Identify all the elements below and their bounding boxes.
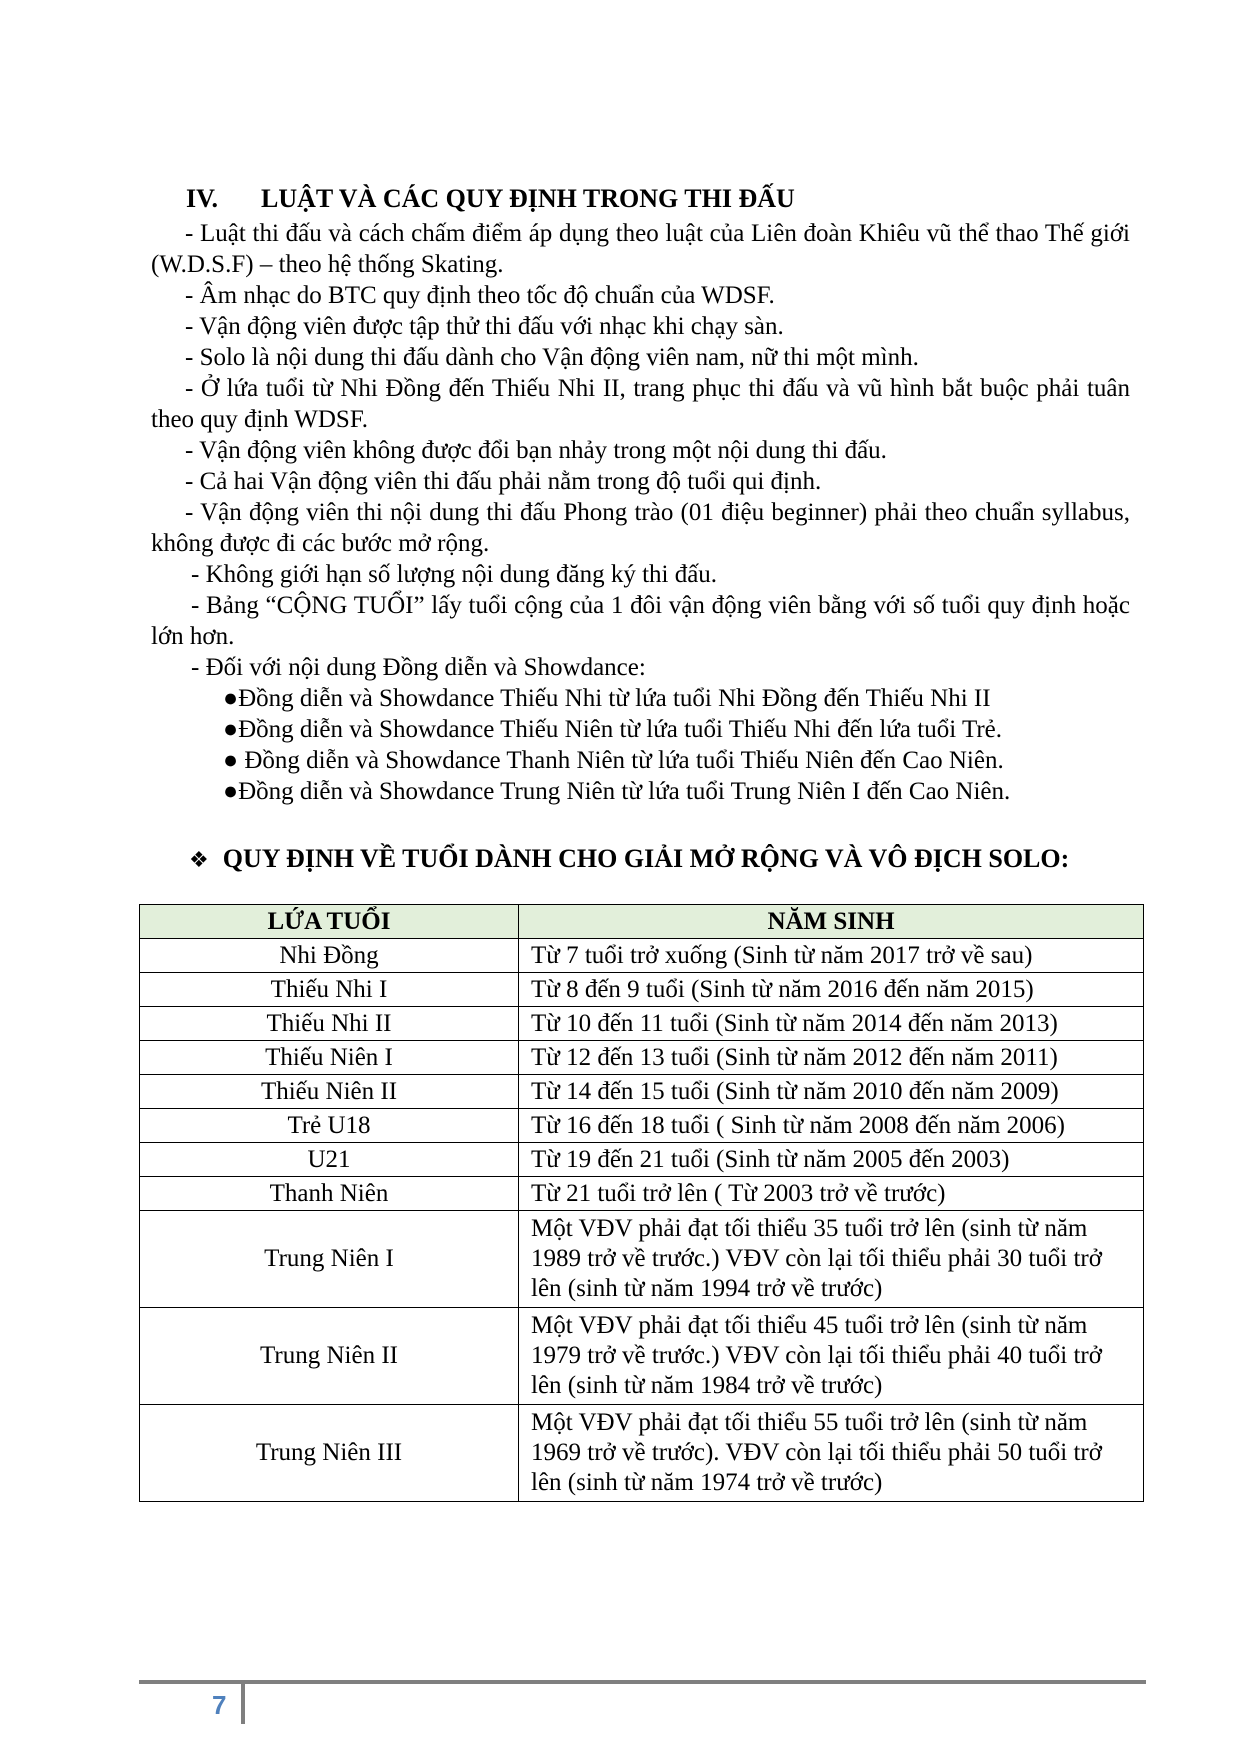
section-number: IV.: [186, 184, 219, 213]
birth-year-cell: Từ 16 đến 18 tuổi ( Sinh từ năm 2008 đến năm 2006): [519, 1109, 1144, 1143]
rule-paragraph: - Solo là nội dung thi đấu dành cho Vận động viên nam, nữ thi một mình.: [185, 344, 919, 371]
table-row: [140, 1075, 1144, 1109]
age-group-cell: Trung Niên II: [140, 1308, 519, 1405]
age-group-cell: Thiếu Nhi I: [140, 973, 519, 1007]
age-group-cell: Thiếu Niên II: [140, 1075, 519, 1109]
rule-paragraph: - Đối với nội dung Đồng diễn và Showdance:: [191, 654, 646, 681]
age-group-cell: Thiếu Nhi II: [140, 1007, 519, 1041]
birth-year-cell: Từ 8 đến 9 tuổi (Sinh từ năm 2016 đến năm 2015): [519, 973, 1144, 1007]
age-group-cell: Trung Niên III: [140, 1405, 519, 1502]
rule-paragraph: - Âm nhạc do BTC quy định theo tốc độ chuẩn của WDSF.: [185, 282, 775, 309]
age-group-cell: Nhi Đồng: [140, 939, 519, 973]
table-row: [140, 1211, 1144, 1308]
rule-paragraph: - Vận động viên không được đổi bạn nhảy trong một nội dung thi đấu.: [185, 437, 887, 464]
birth-year-cell: Từ 12 đến 13 tuổi (Sinh từ năm 2012 đến năm 2011): [519, 1041, 1144, 1075]
age-group-cell: Thanh Niên: [140, 1177, 519, 1211]
bullet-item: ●Đồng diễn và Showdance Trung Niên từ lứa tuổi Trung Niên I đến Cao Niên.: [223, 778, 1011, 805]
birth-year-cell: Một VĐV phải đạt tối thiểu 35 tuổi trở lên (sinh từ năm 1989 trở về trước.) VĐV còn lại tối thiểu phải 30 tuổi trở lên (sinh từ năm 1994 trở về trước): [519, 1211, 1144, 1308]
birth-year-cell: Từ 19 đến 21 tuổi (Sinh từ năm 2005 đến 2003): [519, 1143, 1144, 1177]
diamond-bullet-icon: ❖: [189, 848, 209, 873]
table-row: [140, 973, 1144, 1007]
page-number: 7: [212, 1690, 227, 1720]
birth-year-cell: Từ 21 tuổi trở lên ( Từ 2003 trở về trước): [519, 1177, 1144, 1211]
age-rules-heading: [189, 839, 1130, 879]
rule-paragraph: - Cả hai Vận động viên thi đấu phải nằm trong độ tuổi qui định.: [185, 468, 822, 495]
rule-paragraph: - Không giới hạn số lượng nội dung đăng ký thi đấu.: [191, 561, 718, 588]
table-row: [140, 1109, 1144, 1143]
birth-year-cell: Một VĐV phải đạt tối thiểu 45 tuổi trở lên (sinh từ năm 1979 trở về trước.) VĐV còn lại tối thiểu phải 40 tuổi trở lên (sinh từ năm 1984 trở về trước): [519, 1308, 1144, 1405]
header-age-group: LỨA TUỔI: [140, 905, 519, 939]
rule-paragraph: - Vận động viên được tập thử thi đấu với nhạc khi chạy sàn.: [185, 313, 784, 340]
header-birth-year: NĂM SINH: [519, 905, 1144, 939]
table-row: [140, 1177, 1144, 1211]
rule-paragraph: - Luật thi đấu và cách chấm điểm áp dụng theo luật của Liên đoàn Khiêu vũ thể thao Thế giới (W.D.S.F) – theo hệ thống Skating.: [151, 220, 1130, 278]
table-header-row: [140, 905, 1144, 939]
table-row: [140, 1405, 1144, 1502]
table-row: [140, 939, 1144, 973]
birth-year-cell: Từ 7 tuổi trở xuống (Sinh từ năm 2017 trở về sau): [519, 939, 1144, 973]
rule-paragraph: - Ở lứa tuổi từ Nhi Đồng đến Thiếu Nhi II, trang phục thi đấu và vũ hình bắt buộc phải tuân theo quy định WDSF.: [151, 375, 1130, 433]
table-row: [140, 1308, 1144, 1405]
age-group-cell: Thiếu Niên I: [140, 1041, 519, 1075]
age-group-cell: Trung Niên I: [140, 1211, 519, 1308]
bullet-item: ● Đồng diễn và Showdance Thanh Niên từ lứa tuổi Thiếu Niên đến Cao Niên.: [223, 747, 1004, 774]
bullet-item: ●Đồng diễn và Showdance Thiếu Niên từ lứa tuổi Thiếu Nhi đến lứa tuổi Trẻ.: [223, 716, 1003, 743]
rule-paragraph: - Vận động viên thi nội dung thi đấu Phong trào (01 điệu beginner) phải theo chuẩn syllabus, không được đi các bước mở rộng.: [151, 499, 1130, 557]
footer-divider: [241, 1684, 245, 1724]
table-row: [140, 1143, 1144, 1177]
footer-rule: [139, 1680, 1146, 1684]
birth-year-cell: Một VĐV phải đạt tối thiểu 55 tuổi trở lên (sinh từ năm 1969 trở về trước). VĐV còn lại tối thiểu phải 50 tuổi trở lên (sinh từ năm 1974 trở về trước): [519, 1405, 1144, 1502]
age-group-cell: Trẻ U18: [140, 1109, 519, 1143]
age-rules-heading-text: QUY ĐỊNH VỀ TUỔI DÀNH CHO GIẢI MỞ RỘNG VÀ VÔ ĐỊCH SOLO:: [222, 844, 1070, 873]
bullet-item: ●Đồng diễn và Showdance Thiếu Nhi từ lứa tuổi Nhi Đồng đến Thiếu Nhi II: [223, 685, 991, 712]
table-row: [140, 1007, 1144, 1041]
rule-paragraph: - Bảng “CỘNG TUỔI” lấy tuổi cộng của 1 đôi vận động viên bằng với số tuổi quy định hoặc lớn hơn.: [151, 592, 1130, 650]
age-group-cell: U21: [140, 1143, 519, 1177]
table-row: [140, 1041, 1144, 1075]
age-table: [139, 904, 1144, 1502]
birth-year-cell: Từ 10 đến 11 tuổi (Sinh từ năm 2014 đến năm 2013): [519, 1007, 1144, 1041]
section-title: [186, 183, 1130, 214]
document-body: [151, 183, 1130, 879]
birth-year-cell: Từ 14 đến 15 tuổi (Sinh từ năm 2010 đến năm 2009): [519, 1075, 1144, 1109]
section-title-text: LUẬT VÀ CÁC QUY ĐỊNH TRONG THI ĐẤU: [261, 184, 795, 213]
